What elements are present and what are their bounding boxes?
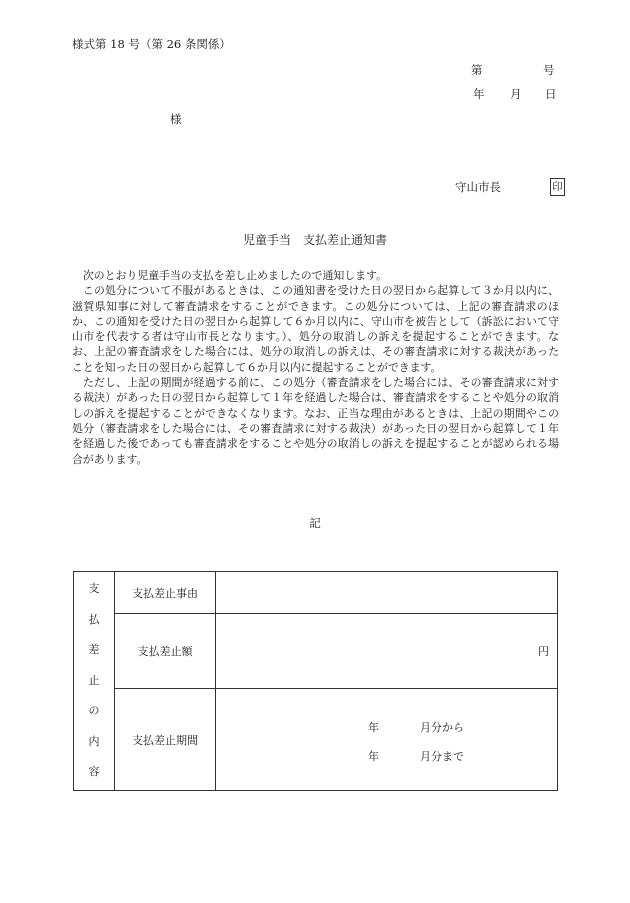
section-label-cell <box>74 572 115 791</box>
section-label-char: の <box>88 704 100 718</box>
section-label-char: 払 <box>88 612 100 626</box>
section-label-char: 差 <box>88 643 100 657</box>
reason-field[interactable] <box>216 572 558 614</box>
ki-heading: 記 <box>309 516 321 530</box>
section-label-char: 止 <box>88 673 100 687</box>
document-number-prefix: 第 <box>471 63 483 77</box>
section-label-char: 内 <box>88 734 100 748</box>
notice-body <box>72 268 559 467</box>
document-number-suffix: 号 <box>543 63 555 77</box>
body-paragraph: ただし、上記の期間が経過する前に、この処分（審査請求をした場合には、その審査請求に対する裁決）があった日の翌日から起算して１年を経過した場合は、審査請求をすることや処分の取消しの訴えを提起することができなくなります。なお、正当な理由があるときは、上記の期間やこの処分（審査請求をした場合には、その審査請求に対する裁決）があった日の翌日から起算して１年を経過した後であっても審査請求をすることや処分の取消しの訴えを提起することが認められる場合があります。 <box>72 376 559 466</box>
form-number: 様式第 18 号（第 26 条関係） <box>72 37 231 51</box>
issuer-name: 守山市長 <box>455 180 501 194</box>
yen-unit: 円 <box>538 645 549 658</box>
body-paragraph: この処分について不服があるときは、この通知書を受けた日の翌日から起算して３か月以内に、滋賀県知事に対して審査請求をすることができます。この処分については、上記の審査請求のほか、この通知を受けた日の翌日から起算して６か月以内に、守山市を被告として（訴訟において守山市を代表する者は守山市長となります。）、処分の取消しの訴えを提起することができます。なお、上記の審査請求をした場合には、処分の取消しの訴えは、その審査請求に対する裁決があったことを知った日の翌日から起算して６か月以内に提起することができます。 <box>72 284 559 374</box>
date-month-label: 月 <box>510 87 522 101</box>
amount-label: 支払差止額 <box>115 614 216 689</box>
amount-field[interactable] <box>216 614 558 689</box>
date-year-label: 年 <box>473 87 485 101</box>
body-paragraph: 次のとおり児童手当の支払を差し止めましたので通知します。 <box>82 269 387 282</box>
period-field[interactable] <box>216 689 558 791</box>
vertical-section-label <box>89 574 100 788</box>
document-title: 児童手当 支払差止通知書 <box>242 233 387 247</box>
addressee-honorific: 様 <box>170 112 182 126</box>
period-to <box>368 748 464 764</box>
period-to-month: 月分まで <box>420 750 464 763</box>
period-to-year: 年 <box>368 750 379 763</box>
period-from <box>368 719 464 735</box>
section-label-char: 容 <box>88 765 100 779</box>
section-label-char: 支 <box>88 582 100 596</box>
seal-mark: 印 <box>550 178 565 196</box>
date-day-label: 日 <box>545 87 557 101</box>
details-table <box>73 571 558 791</box>
period-from-year: 年 <box>368 721 379 734</box>
period-from-month: 月分から <box>420 721 464 734</box>
reason-label: 支払差止事由 <box>115 572 216 614</box>
period-label: 支払差止期間 <box>115 689 216 791</box>
